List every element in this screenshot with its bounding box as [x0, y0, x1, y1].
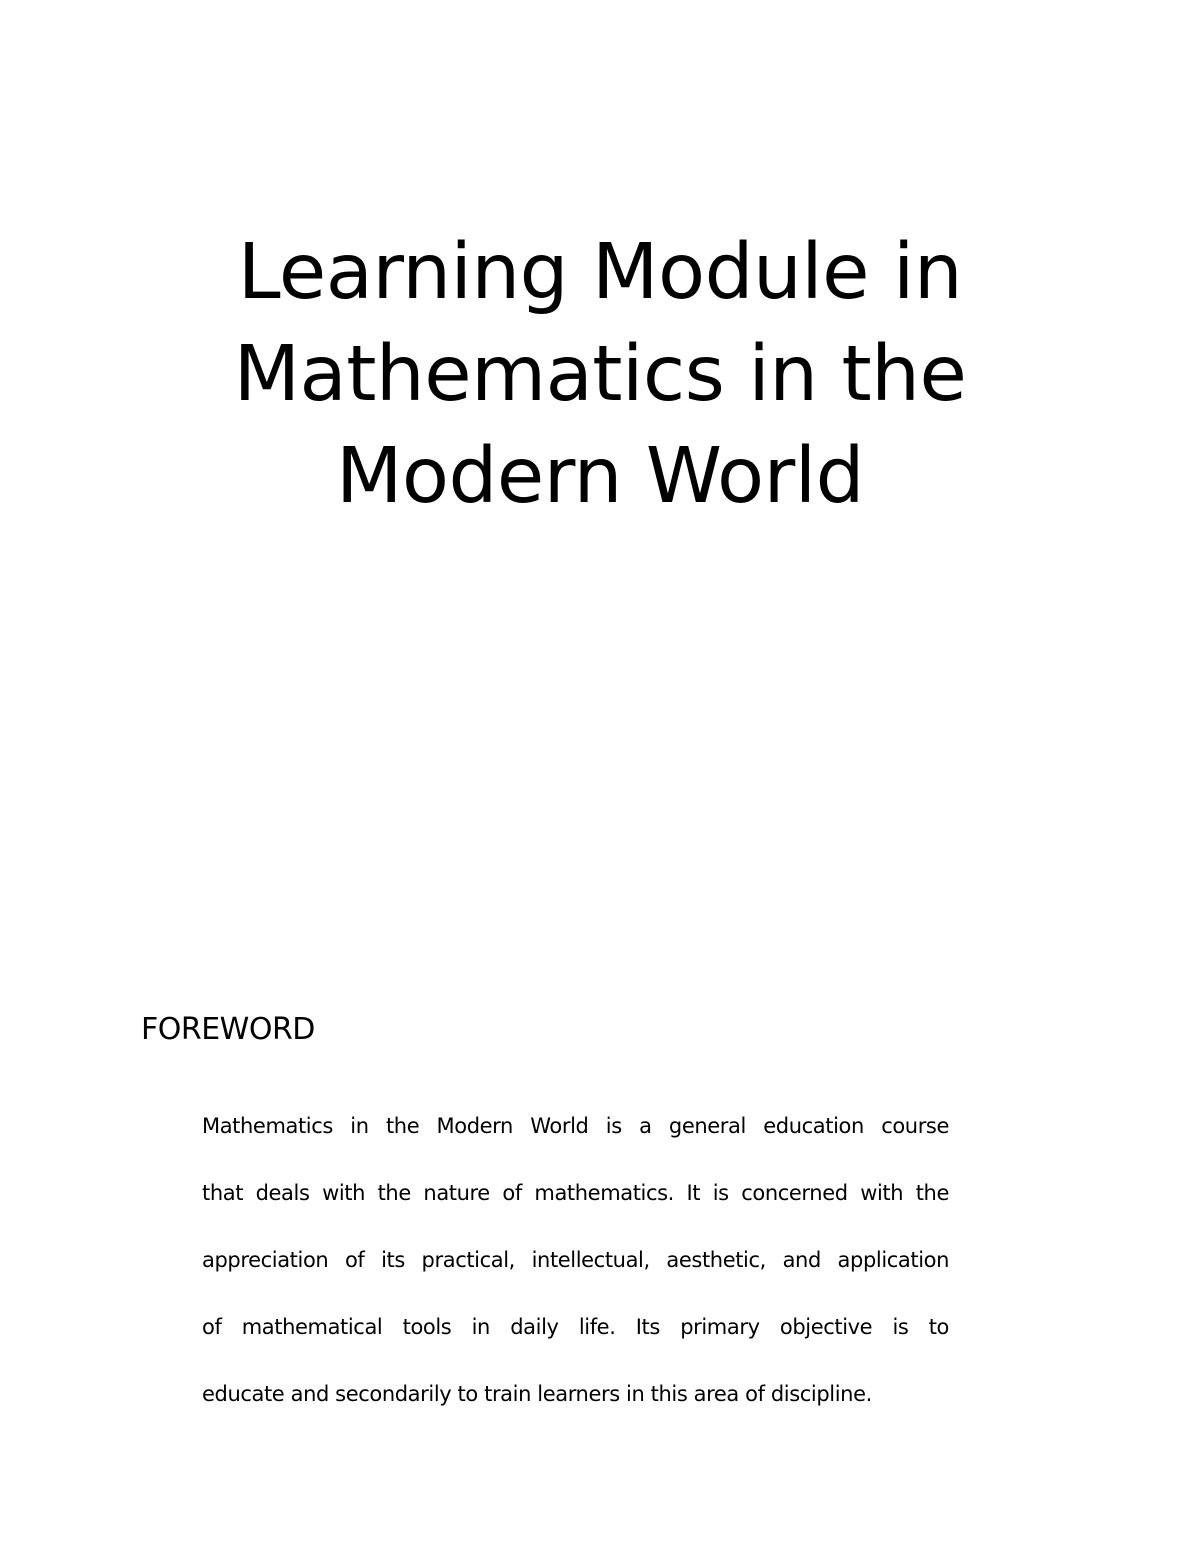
document-title: [200, 222, 1000, 528]
paragraph-line: Mathematics in the Modern World is a general education course: [202, 1114, 949, 1138]
foreword-heading: FOREWORD: [141, 1012, 315, 1047]
title-line: Learning Module in: [237, 228, 963, 317]
foreword-paragraph: [202, 1106, 949, 1441]
title-line: Modern World: [335, 432, 865, 521]
paragraph-line: educate and secondarily to train learners in this area of discipline.: [202, 1382, 872, 1406]
paragraph-line: appreciation of its practical, intellectual, aesthetic, and application: [202, 1248, 949, 1272]
title-line: Mathematics in the: [233, 330, 967, 419]
paragraph-line: that deals with the nature of mathematics. It is concerned with the: [202, 1181, 949, 1205]
paragraph-line: of mathematical tools in daily life. Its primary objective is to: [202, 1315, 949, 1339]
